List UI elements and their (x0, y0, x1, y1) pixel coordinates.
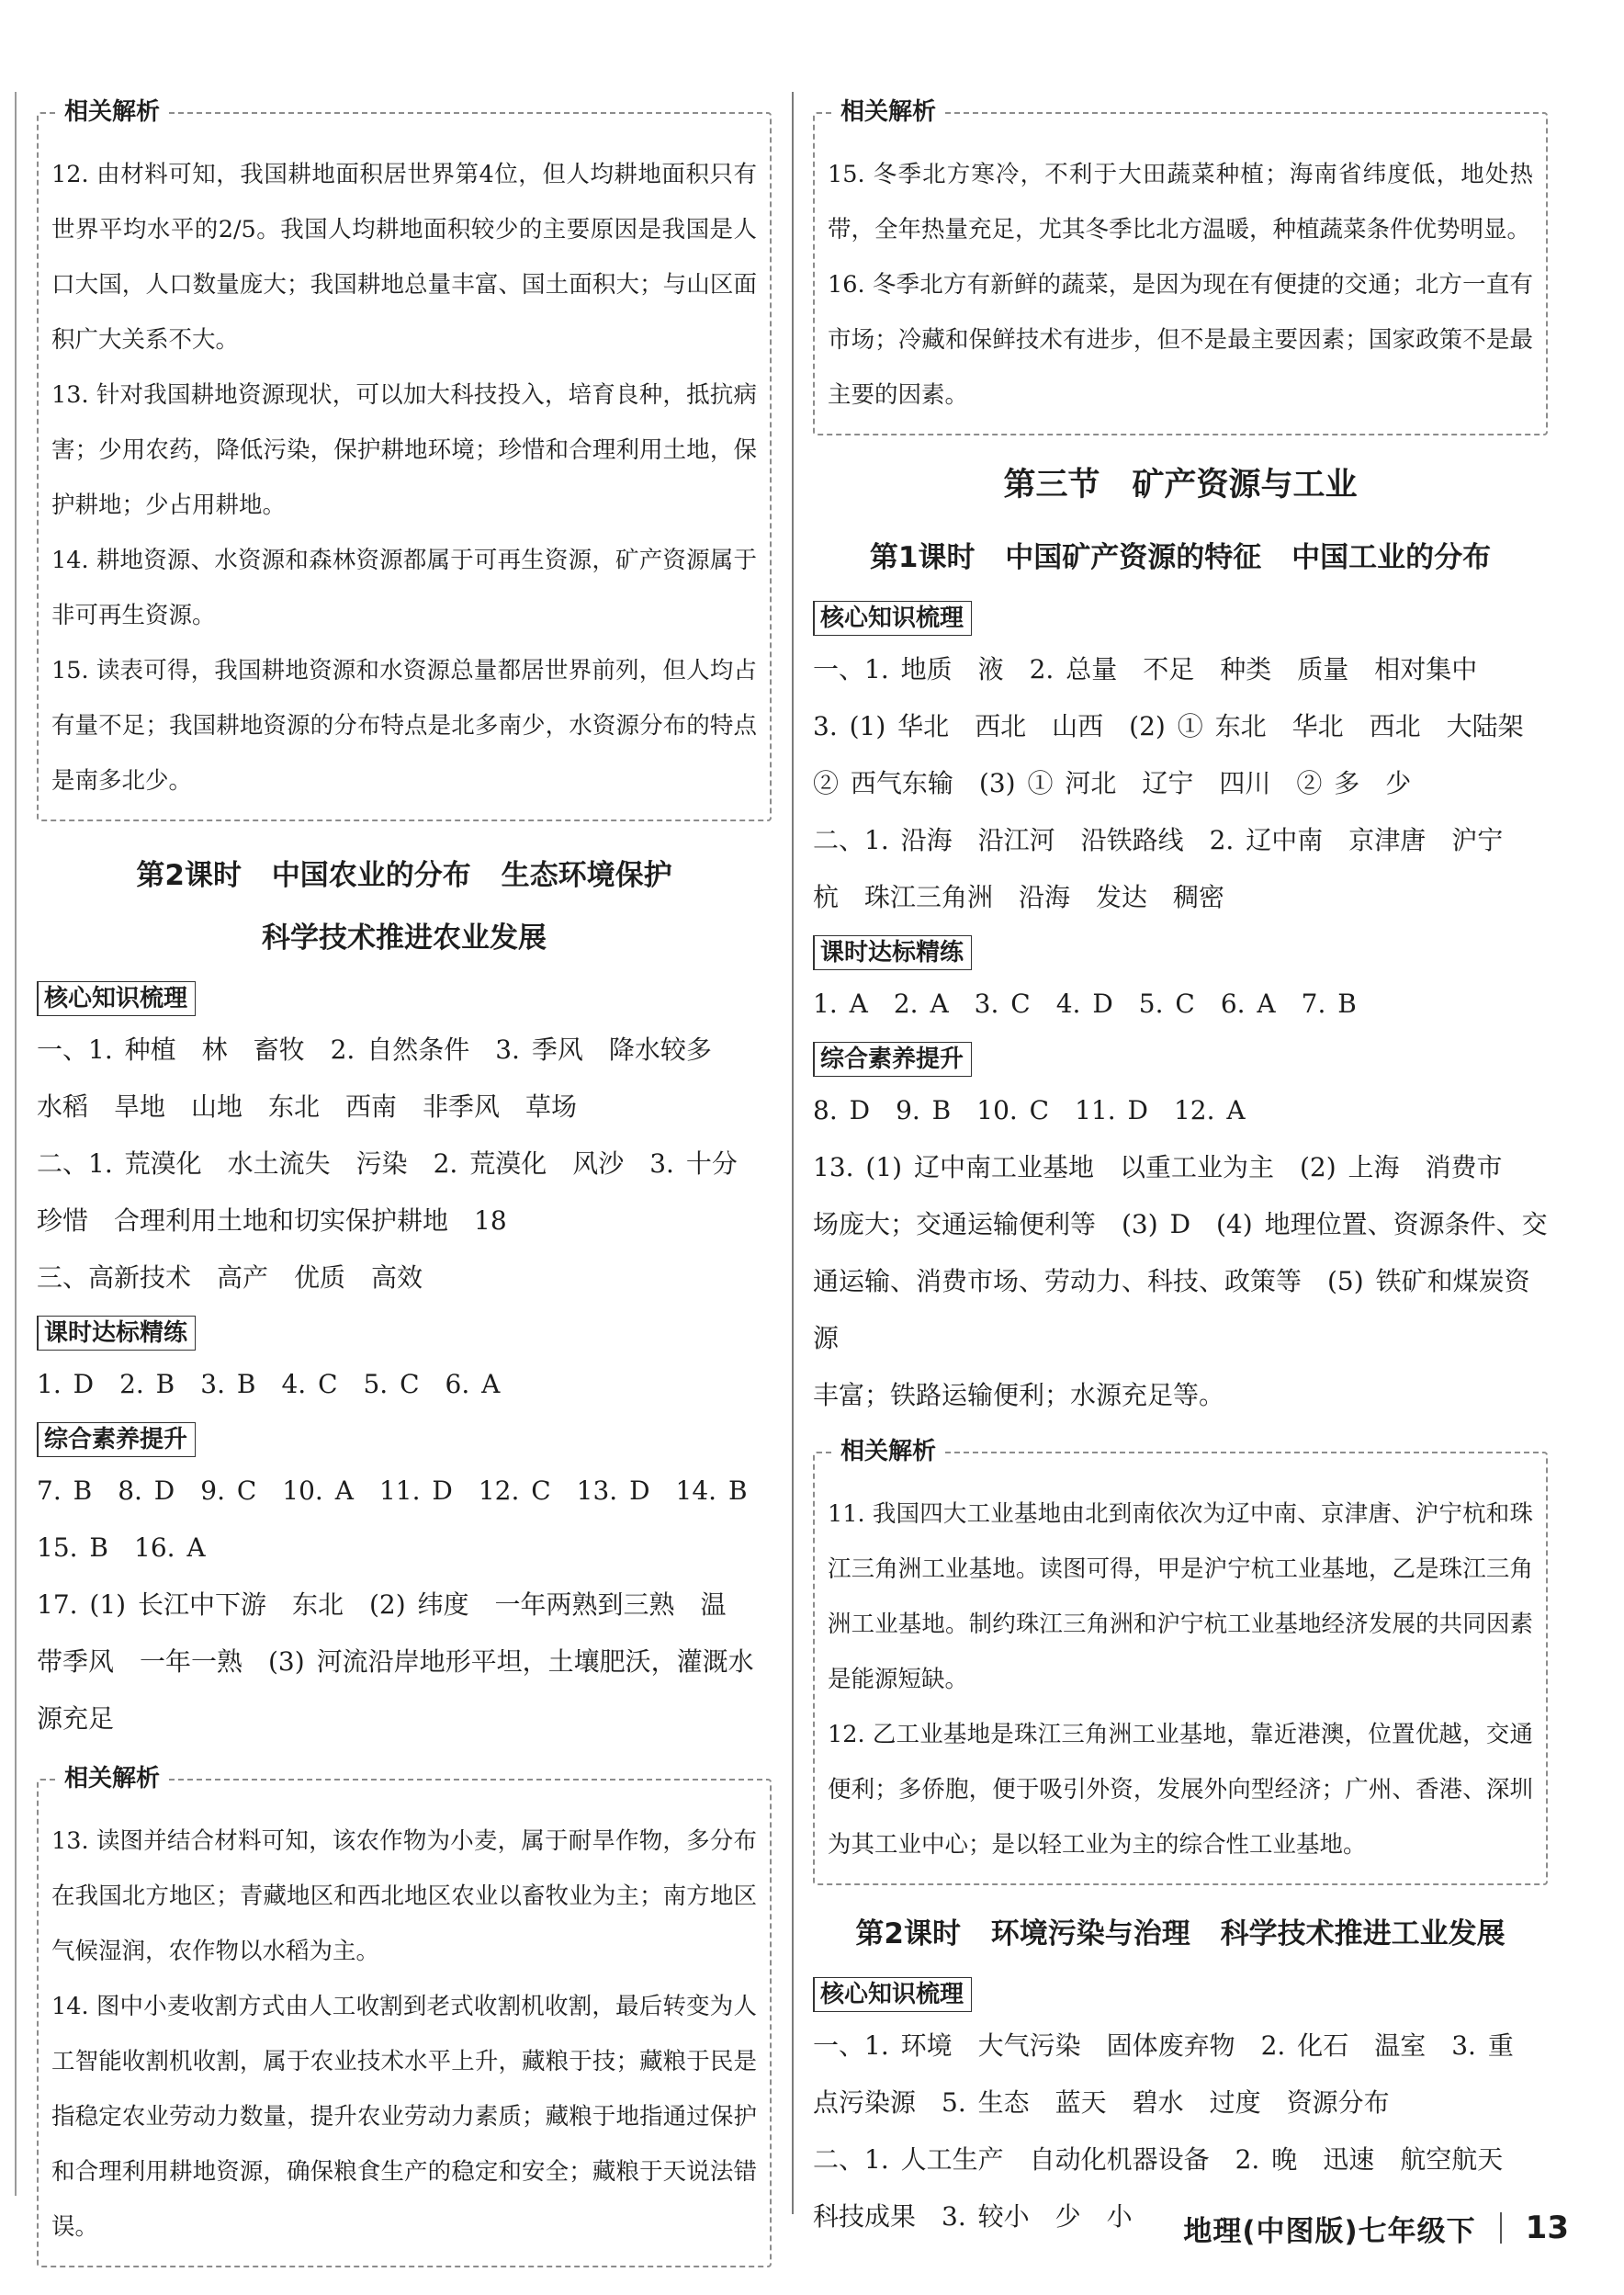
section-label: 课时达标精练 (813, 935, 972, 970)
analysis-item: 15. 读表可得，我国耕地资源和水资源总量都居世界前列，但人均占有量不足；我国耕地资源的分布特点是北多南少，水资源分布的特点是南多北少。 (51, 657, 757, 795)
lesson-title (813, 529, 1548, 586)
page-number: 13 (1525, 2210, 1569, 2246)
section-label: 综合素养提升 (37, 1422, 196, 1457)
analysis-item: 13. 读图并结合材料可知，该农作物为小麦，属于耐旱作物，多分布在我国北方地区；青藏地区和西北地区农业以畜牧业为主；南方地区气候湿润，农作物以水稻为主。 (51, 1827, 757, 1965)
answer-line: 15. B 16. A (37, 1532, 206, 1563)
answer-line: 1. D 2. B 3. B 4. C 5. C 6. A (37, 1369, 501, 1399)
practice-section (813, 926, 1548, 1033)
answer-line: ② 西气东输 (3) ① 河北 辽宁 四川 ② 多 少 (813, 768, 1412, 798)
page-footer (1183, 2200, 1569, 2255)
lesson-title (813, 1905, 1548, 1962)
improve-section (813, 1033, 1548, 1424)
left-column (37, 92, 772, 2267)
right-column (813, 92, 1548, 2245)
lesson-title (37, 847, 772, 904)
answer-line: 杭 珠江三角洲 沿海 发达 稠密 (813, 882, 1225, 912)
answer-line: 珍惜 合理利用土地和切实保护耕地 18 (37, 1205, 507, 1236)
answer-line: 1. A 2. A 3. C 4. D 5. C 6. A 7. B (813, 989, 1357, 1019)
answer-line: 点污染源 5. 生态 蓝天 碧水 过度 资源分布 (813, 2087, 1390, 2118)
analysis-item: 12. 乙工业基地是珠江三角洲工业基地，靠近港澳，位置优越，交通便利；多侨胞，便于吸引外资，发展外向型经济；广州、香港、深圳为其工业中心；是以轻工业为主的综合性工业基地。 (828, 1721, 1533, 1859)
lesson-topic: 生态环境保护 (501, 859, 672, 892)
subject-label: 地理(中图版)七年级下 (1183, 2214, 1476, 2248)
left-margin-line (15, 92, 17, 2196)
analysis-box (813, 98, 1548, 435)
improve-section (37, 1413, 772, 1747)
lesson-topic: 中国矿产资源的特征 (1005, 541, 1262, 574)
analysis-box (813, 1438, 1548, 1885)
footer-divider (1500, 2212, 1502, 2244)
answer-line: 17. (1) 长江中下游 东北 (2) 纬度 一年两熟到三熟 温 (37, 1589, 727, 1620)
analysis-item: 12. 由材料可知，我国耕地面积居世界第4位，但人均耕地面积只有世界平均水平的2/5。我国人均耕地面积较少的主要原因是我国是人口大国，人口数量庞大；我国耕地总量丰富、国土面积大；与山区面积广大关系不大。 (51, 161, 757, 354)
analysis-item: 16. 冬季北方有新鲜的蔬菜，是因为现在有便捷的交通；北方一直有市场；冷藏和保鲜技术有进步，但不是最主要因素；国家政策不是最主要的因素。 (828, 271, 1533, 409)
answer-line: 8. D 9. B 10. C 11. D 12. A (813, 1095, 1246, 1125)
analysis-box (37, 98, 772, 821)
lesson-topic: 中国工业的分布 (1291, 541, 1492, 574)
lesson-topic: 中国农业的分布 (271, 859, 471, 892)
answer-line: 通运输、消费市场、劳动力、科技、政策等 (5) 铁矿和煤炭资源 (813, 1266, 1530, 1353)
answer-line: 二、1. 人工生产 自动化机器设备 2. 晚 迅速 航空航天 (813, 2144, 1504, 2175)
analysis-item: 14. 耕地资源、水资源和森林资源都属于可再生资源，矿产资源属于非可再生资源。 (51, 547, 757, 629)
section-label: 核心知识梳理 (813, 1977, 972, 2012)
analysis-item: 14. 图中小麦收割方式由人工收割到老式收割机收割，最后转变为人工智能收割机收割，属于农业技术水平上升，藏粮于技；藏粮于民是指稳定农业劳动力数量，提升农业劳动力素质；藏粮于地指通过保护和合理利用耕地资源，确保粮食生产的稳定和安全；藏粮于天说法错误。 (51, 1993, 757, 2241)
analysis-box-title: 相关解析 (835, 94, 942, 130)
knowledge-section (813, 592, 1548, 926)
answer-line: 一、1. 环境 大气污染 固体废弃物 2. 化石 温室 3. 重 (813, 2030, 1514, 2061)
analysis-item: 15. 冬季北方寒冷，不利于大田蔬菜种植；海南省纬度低，地处热带，全年热量充足，尤其冬季比北方温暖，种植蔬菜条件优势明显。 (828, 161, 1533, 243)
lesson-topic: 环境污染与治理 (990, 1917, 1190, 1950)
answer-line: 丰富；铁路运输便利；水源充足等。 (813, 1380, 1225, 1410)
lesson-subtitle: 科学技术推进农业发展 (262, 921, 547, 955)
answer-line: 3. (1) 华北 西北 山西 (2) ① 东北 华北 西北 大陆架 (813, 711, 1524, 741)
column-divider (792, 92, 794, 2214)
lesson-number: 第2课时 (136, 859, 242, 892)
answer-line: 源充足 (37, 1703, 115, 1734)
answer-line: 13. (1) 辽中南工业基地 以重工业为主 (2) 上海 消费市 (813, 1152, 1503, 1182)
analysis-box-title: 相关解析 (59, 94, 165, 130)
answer-line: 带季风 一年一熟 (3) 河流沿岸地形平坦，土壤肥沃，灌溉水 (37, 1646, 754, 1677)
answer-line: 科技成果 3. 较小 少 小 (813, 2201, 1133, 2232)
analysis-item: 11. 我国四大工业基地由北到南依次为辽中南、京津唐、沪宁杭和珠江三角洲工业基地。读图可得，甲是沪宁杭工业基地，乙是珠江三角洲工业基地。制约珠江三角洲和沪宁杭工业基地经济发展的共同因素是能源短缺。 (828, 1500, 1533, 1693)
answer-line: 水稻 旱地 山地 东北 西南 非季风 草场 (37, 1091, 578, 1122)
answer-line: 一、1. 地质 液 2. 总量 不足 种类 质量 相对集中 (813, 654, 1478, 684)
lesson-number: 第2课时 (855, 1917, 961, 1950)
answer-line: 二、1. 沿海 沿江河 沿铁路线 2. 辽中南 京津唐 沪宁 (813, 825, 1504, 855)
answer-line: 一、1. 种植 林 畜牧 2. 自然条件 3. 季风 降水较多 (37, 1034, 712, 1065)
practice-section (37, 1306, 772, 1413)
section-label: 课时达标精练 (37, 1316, 196, 1351)
section-title: 第三节 矿产资源与工业 (1003, 467, 1358, 503)
knowledge-section (37, 972, 772, 1306)
answer-line: 场庞大；交通运输便利等 (3) D (4) 地理位置、资源条件、交 (813, 1209, 1548, 1239)
answer-line: 7. B 8. D 9. C 10. A 11. D 12. C 13. D 14. B (37, 1475, 748, 1506)
lesson-topic: 科学技术推进工业发展 (1220, 1917, 1506, 1950)
analysis-item: 13. 针对我国耕地资源现状，可以加大科技投入，培育良种，抵抗病害；少用农药，降低污染，保护耕地环境；珍惜和合理利用土地，保护耕地；少占用耕地。 (51, 381, 757, 519)
analysis-box-title: 相关解析 (835, 1433, 942, 1470)
analysis-box (37, 1765, 772, 2267)
lesson-number: 第1课时 (869, 541, 976, 574)
section-label: 综合素养提升 (813, 1042, 972, 1077)
section-label: 核心知识梳理 (813, 601, 972, 636)
analysis-box-title: 相关解析 (59, 1760, 165, 1797)
section-label: 核心知识梳理 (37, 981, 196, 1016)
answer-line: 二、1. 荒漠化 水土流失 污染 2. 荒漠化 风沙 3. 十分 (37, 1148, 738, 1179)
answer-line: 三、高新技术 高产 优质 高效 (37, 1262, 423, 1293)
